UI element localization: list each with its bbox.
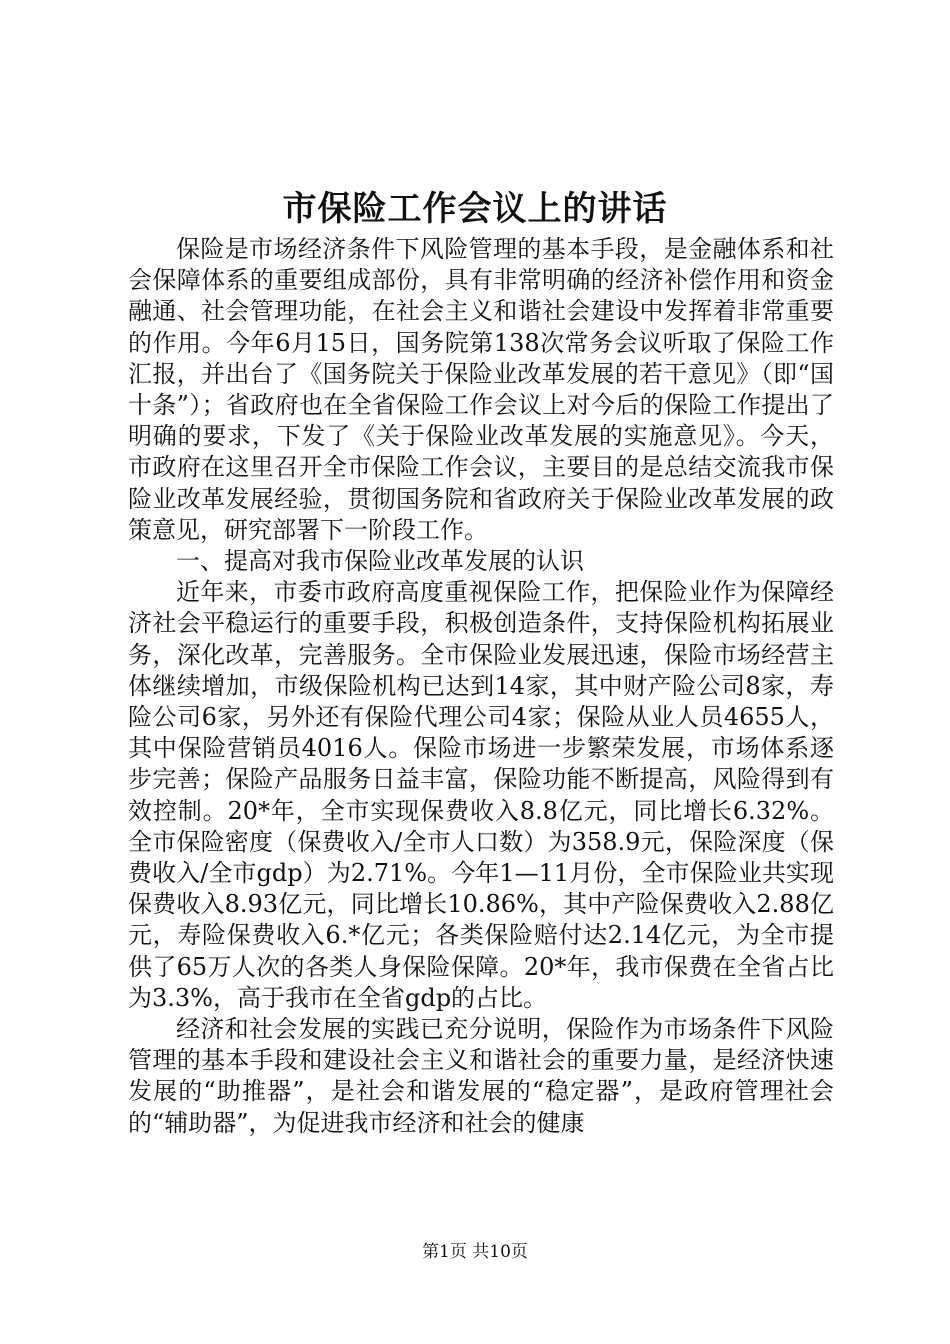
document-body <box>128 234 834 1139</box>
section-paragraph: 经济和社会发展的实践已充分说明，保险作为市场条件下风险管理的基本手段和建设社会主义和谐社会的重要力量，是经济快速发展的“助推器”，是社会和谐发展的“稳定器”，是政府管理社会的“辅助器”，为促进我市经济和社会的健康 <box>128 1015 834 1137</box>
section-heading: 一、提高对我市保险业改革发展的认识 <box>176 547 584 576</box>
page-title: 市保险工作会议上的讲话 <box>282 189 668 229</box>
section-paragraph: 近年来，市委市政府高度重视保险工作，把保险业作为保障经济社会平稳运行的重要手段，积极创造条件，支持保险机构拓展业务，深化改革，完善服务。全市保险业发展迅速，保险市场经营主体继续增加，市级保险机构已达到14家，其中财产险公司8家，寿险公司6家，另外还有保险代理公司4家；保险从业人员4655人，其中保险营销员4016人。保险市场进一步繁荣发展，市场体系逐步完善；保险产品服务日益丰富，保险功能不断提高，风险得到有效控制。20*年，全市实现保费收入8.8亿元，同比增长6.32%。全市保险密度（保费收入/全市人口数）为358.9元，保险深度（保费收入/全市gdp）为2.71%。今年1—11月份，全市保险业共实现保费收入8.93亿元，同比增长10.86%，其中产险保费收入2.88亿元，寿险保费收入6.*亿元；各类保险赔付达2.14亿元，为全市提供了65万人次的各类人身保险保障。20*年，我市保费在全省占比为3.3%，高于我市在全省gdp的占比。 <box>128 578 834 1012</box>
intro-paragraph: 保险是市场经济条件下风险管理的基本手段，是金融体系和社会保障体系的重要组成部份，具有非常明确的经济补偿作用和资金融通、社会管理功能，在社会主义和谐社会建设中发挥着非常重要的作用。今年6月15日，国务院第138次常务会议听取了保险工作汇报，并出台了《国务院关于保险业改革发展的若干意见》（即“国十条”）；省政府也在全省保险工作会议上对今后的保险工作提出了明确的要求，下发了《关于保险业改革发展的实施意见》。今天，市政府在这里召开全市保险工作会议，主要目的是总结交流我市保险业改革发展经验，贯彻国务院和省政府关于保险业改革发展的政策意见，研究部署下一阶段工作。 <box>128 235 834 544</box>
page-number: 第1页 共10页 <box>422 1242 528 1262</box>
